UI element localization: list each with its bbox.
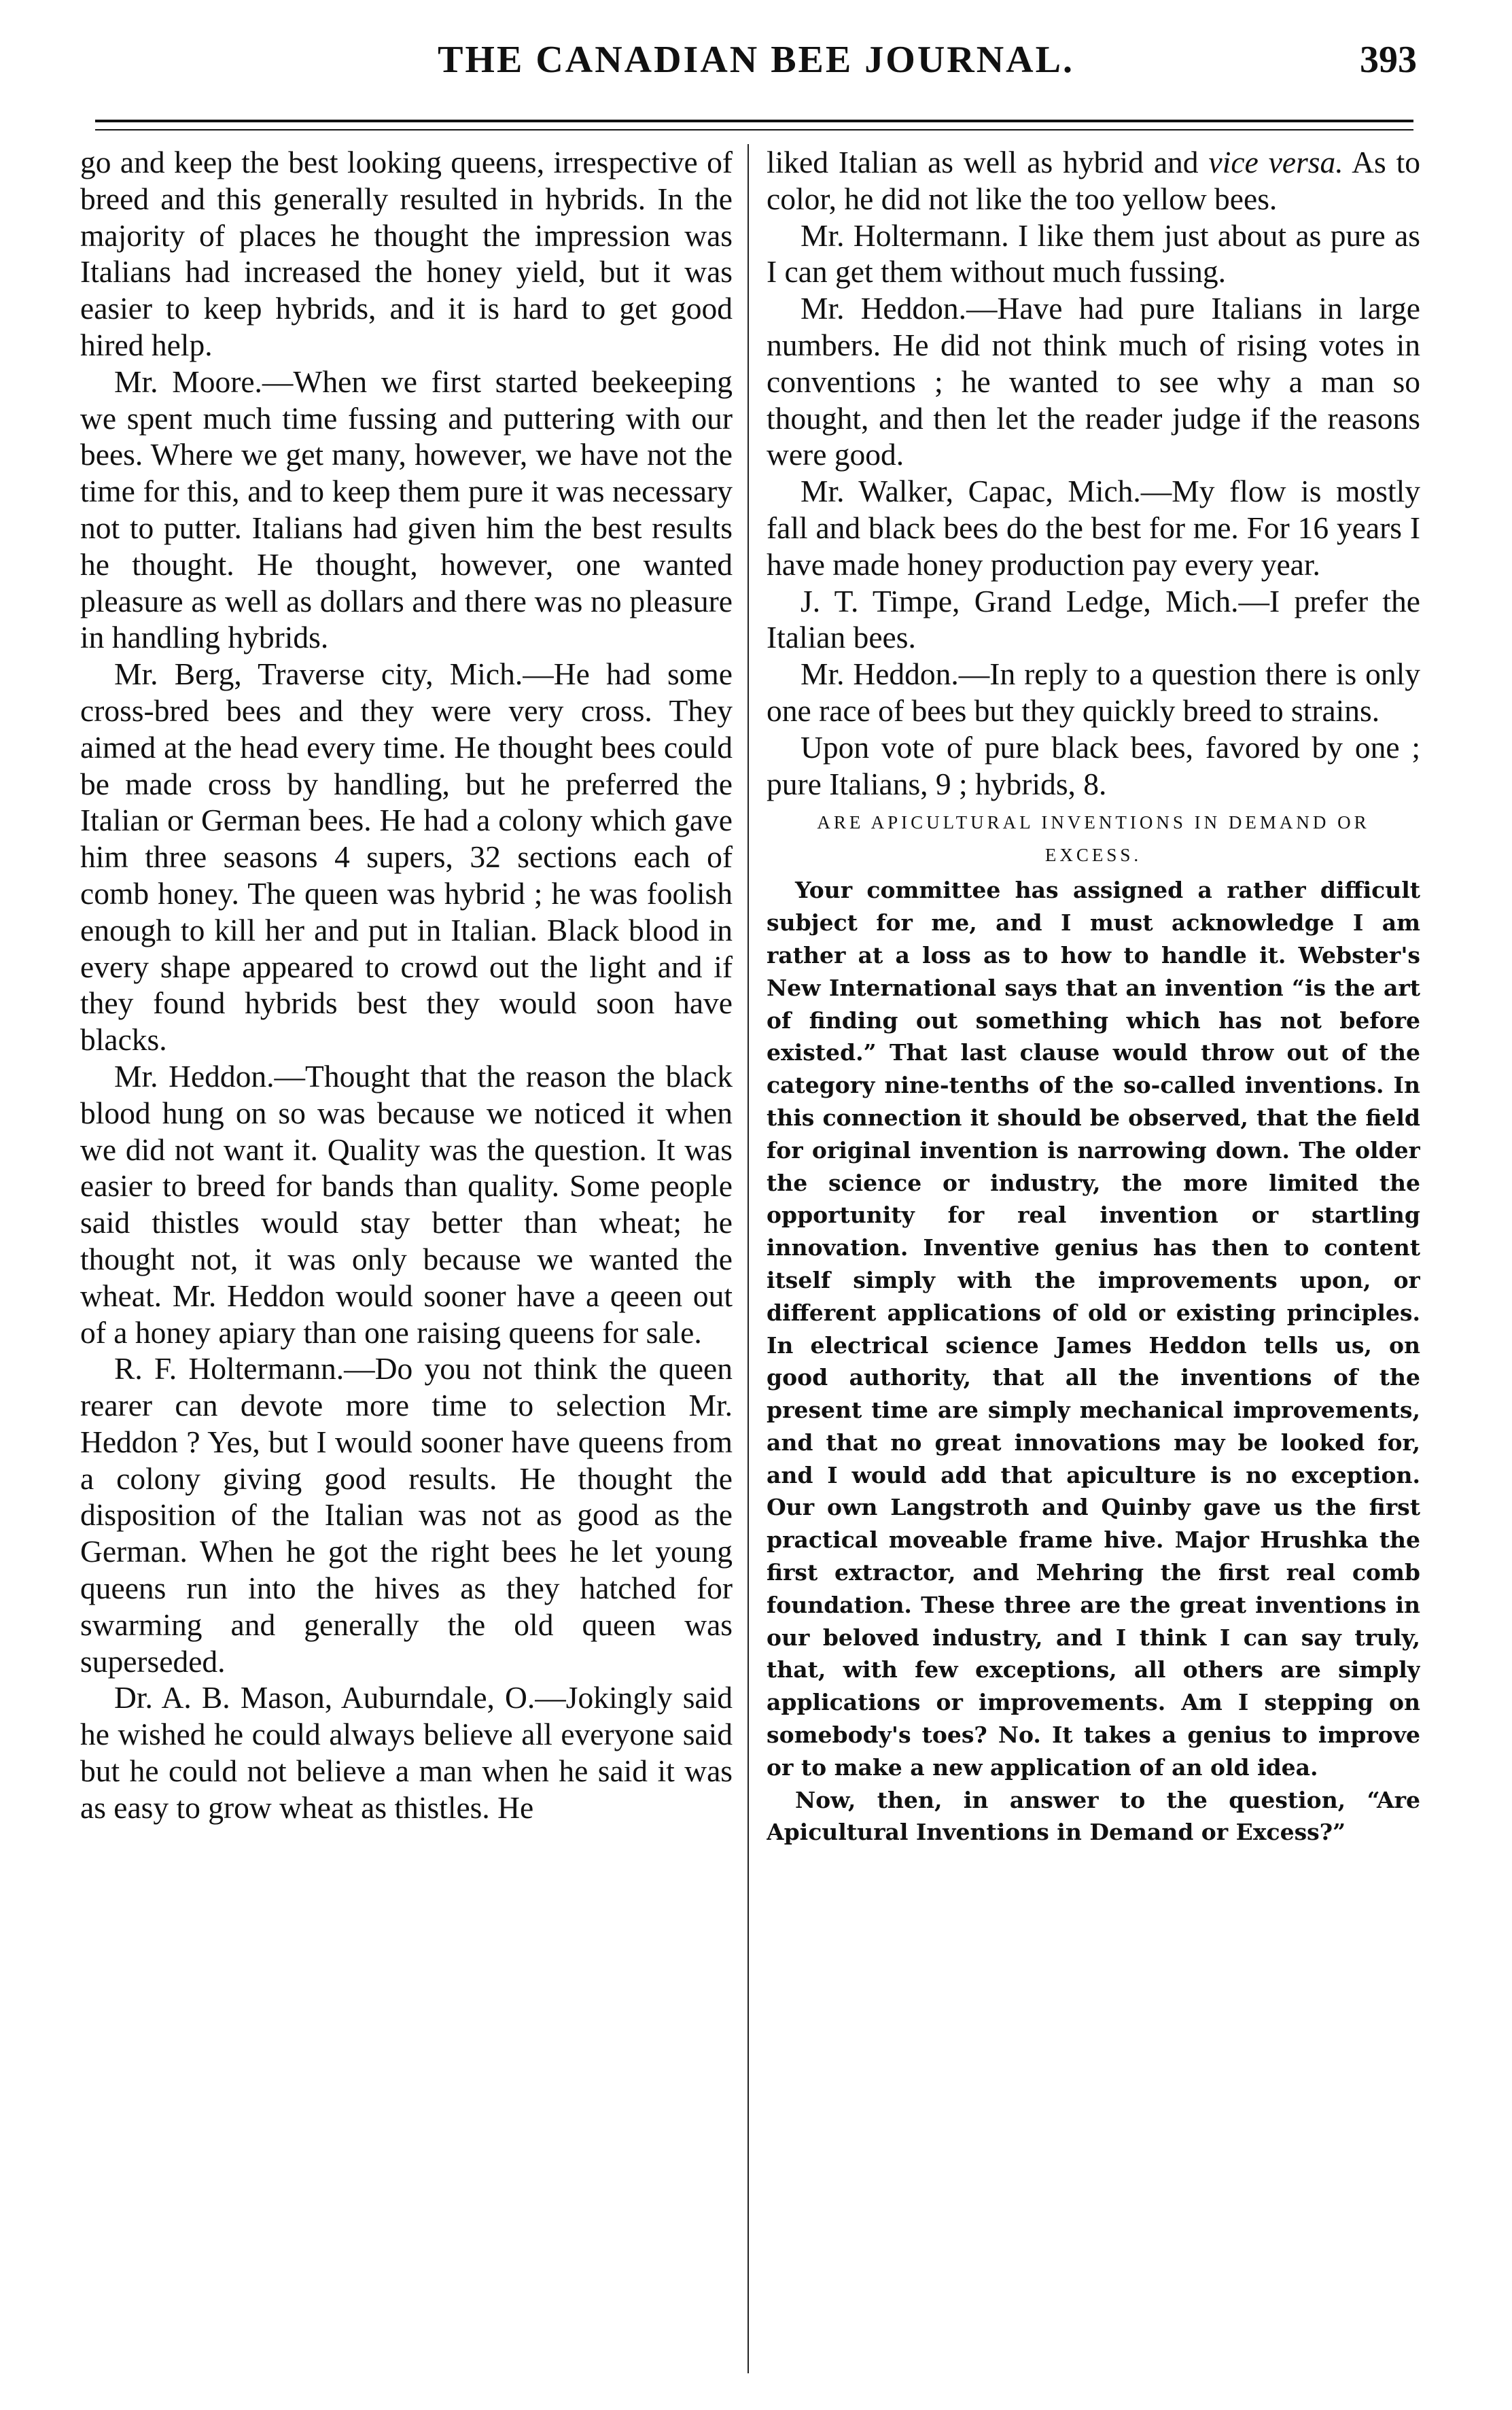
header-rule-thin xyxy=(95,129,1413,130)
paragraph: Mr. Heddon.—In reply to a question there is only one race of bees but they quickly breed to strains. xyxy=(767,657,1420,728)
paragraph: Now, then, in answer to the question, “Are Apicultural Inventions in Demand or Excess?” xyxy=(767,1786,1420,1846)
paragraph: Mr. Moore.—When we first started beekeeping we spent much time fussing and puttering with our bees. Where we get many, however, we have not the time for this, and to keep them pure it was necessary not to putter. Italians had given him the best results he thought. He thought, however, one wanted pleasure as well as dollars and there was no pleasure in handling hybrids. xyxy=(80,364,733,655)
discussion-section xyxy=(767,144,1420,802)
paragraph: Mr. Heddon.—Thought that the reason the black blood hung on so was because we noticed it when we did not want it. Quality was the question. It was easier to breed for bands than quality. Some people said thistles would stay better than wheat; he thought not, it was only because we wanted the wheat. Mr. Heddon would sooner have a qeeen out of a honey apiary than one raising queens for sale. xyxy=(80,1058,733,1350)
section-heading: ARE APICULTURAL INVENTIONS IN DEMAND OR EXCESS. xyxy=(817,812,1370,866)
left-column xyxy=(80,144,733,2373)
paragraph: J. T. Timpe, Grand Ledge, Mich.—I prefer the Italian bees. xyxy=(767,583,1420,655)
paragraph: Upon vote of pure black bees, favored by one ; pure Italians, 9 ; hybrids, 8. xyxy=(767,729,1420,801)
paragraph-text: liked Italian as well as hybrid and xyxy=(767,145,1209,179)
paragraph: Mr. Holtermann. I like them just about as pure as I can get them without much fussing. xyxy=(767,217,1420,290)
paragraph xyxy=(767,144,1420,217)
right-column xyxy=(767,144,1420,2373)
header-rule-thick xyxy=(95,120,1413,122)
column-divider xyxy=(748,144,749,2373)
paragraph: go and keep the best looking queens, irrespective of breed and this generally resulted in hybrids. In the majority of places he thought the impression was Italians had increased the honey yield, but it was easier to keep hybrids, and it is hard to get good hired help. xyxy=(80,145,733,362)
page-number: 393 xyxy=(1360,39,1417,81)
essay-section xyxy=(767,874,1420,1849)
paragraph: Mr. Berg, Traverse city, Mich.—He had some cross-bred bees and they were very cross. They aimed at the head every time. He thought bees could be made cross by handling, but he preferred the Italian or German bees. He had a colony which gave him three seasons 4 supers, 32 sections each of comb honey. The queen was hybrid ; he was foolish enough to kill her and put in Italian. Black blood in every shape appeared to crowd out the light and if they found hybrids best they would soon have blacks. xyxy=(80,657,733,1058)
paragraph-text: As to color, he did not like the too yellow bees. xyxy=(767,145,1420,216)
italic-phrase: vice versa. xyxy=(1208,145,1343,179)
paragraph: Dr. A. B. Mason, Auburndale, O.—Jokingly said he wished he could always believe all everyone said but he could not believe a man when he said it was as easy to grow wheat as thistles. He xyxy=(80,1680,733,1825)
paragraph: Mr. Heddon.—Have had pure Italians in large numbers. He did not think much of rising votes in conventions ; he wanted to see why a man so thought, and then let the reader judge if the reasons were good. xyxy=(767,291,1420,472)
journal-title: THE CANADIAN BEE JOURNAL. xyxy=(438,39,1074,81)
paragraph: Mr. Walker, Capac, Mich.—My flow is mostly fall and black bees do the best for me. For 16 years I have made honey production pay every year. xyxy=(767,474,1420,582)
paragraph: Your committee has assigned a rather difficult subject for me, and I must acknowledge I am rather at a loss as to how to handle it. Webster's New International says that an invention “is the art of finding out something which has not before existed.” That last clause would throw out of the category nine-tenths of the so-called inventions. In this connection it should be observed, that the field for original invention is narrowing down. The older the science or industry, the more limited the opportunity for real invention or startling innovation. Inventive genius has then to content itself simply with the improvements upon, or different applications of old or existing principles. In electrical science James Heddon tells us, on good authority, that all the inventions of the present time are simply mechanical improvements, and that no great innovations may be looked for, and I would add that apiculture is no exception. Our own Langstroth and Quinby gave us the first practical moveable frame hive. Major Hrushka the first extractor, and Mehring the first real comb foundation. These three are the great inventions in our beloved industry, and I think I can say truly, that, with few exceptions, all others are simply applications or improvements. Am I stepping on somebody's toes? No. It takes a genius to improve or to make a new application of an old idea. xyxy=(767,877,1420,1781)
paragraph: R. F. Holtermann.—Do you not think the queen rearer can devote more time to selection Mr. Heddon ? Yes, but I would sooner have queens from a colony giving good results. He thought the disposition of the Italian was not as good as the German. When he got the right bees he let young queens run into the hives as they hatched for swarming and generally the old queen was superseded. xyxy=(80,1351,733,1679)
